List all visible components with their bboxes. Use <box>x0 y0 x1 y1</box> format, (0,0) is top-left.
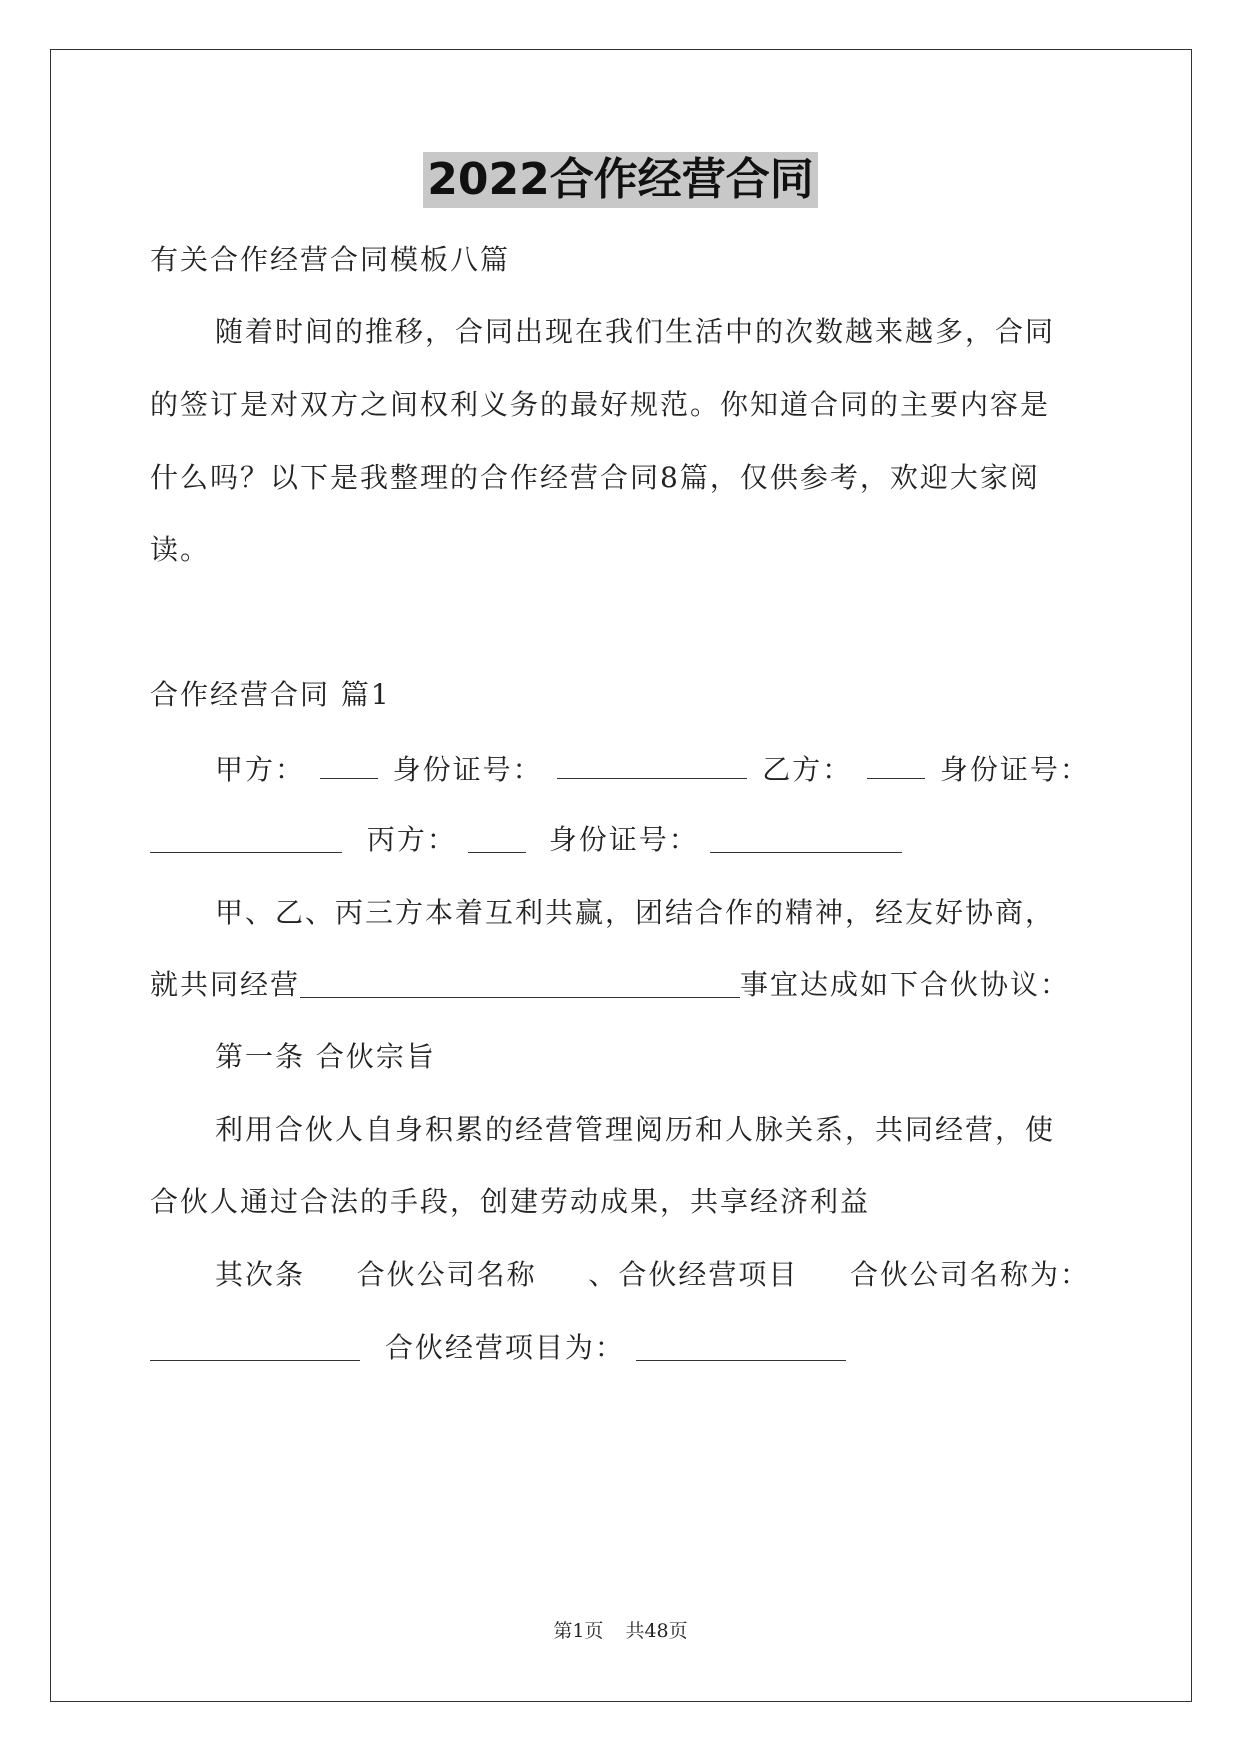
article2-part-2: 合伙公司名称 <box>356 1258 537 1291</box>
preamble-prefix: 就共同经营 <box>150 968 301 1001</box>
article2-part-4: 合伙公司名称为： <box>849 1258 1090 1291</box>
preamble-line-2 <box>150 965 1090 1005</box>
article1-line-1: 利用合伙人自身积累的经营管理阅历和人脉关系，共同经营，使 <box>215 1113 1056 1146</box>
article2-part-3: 、合伙经营项目 <box>588 1258 799 1291</box>
id-label-2: 身份证号： <box>939 753 1090 786</box>
id-label-3: 身份证号： <box>548 823 699 856</box>
page-border <box>50 49 1192 1702</box>
intro-line-1: 随着时间的推移，合同出现在我们生活中的次数越来越多，合同 <box>215 315 1056 348</box>
parties-line-2 <box>150 820 1090 860</box>
intro-line-3: 什么吗？以下是我整理的合作经营合同8篇，仅供参考，欢迎大家阅 <box>150 461 1040 494</box>
preamble-suffix: 事宜达成如下合伙协议： <box>740 968 1071 1001</box>
party-c-id-blank[interactable] <box>710 822 902 853</box>
party-b-label: 乙方： <box>762 753 853 786</box>
title-container <box>0 152 1241 208</box>
party-b-id-blank[interactable] <box>150 822 342 853</box>
article1-heading: 第一条 合伙宗旨 <box>215 1040 436 1073</box>
article2-line-2 <box>150 1328 1090 1368</box>
preamble-line-1: 甲、乙、丙三方本着互利共赢，团结合作的精神，经友好协商， <box>215 896 1056 929</box>
intro-line-2: 的签订是对双方之间权利义务的最好规范。你知道合同的主要内容是 <box>150 388 1051 421</box>
company-name-blank[interactable] <box>150 1330 360 1361</box>
document-title: 2022合作经营合同 <box>423 152 817 208</box>
page-footer <box>0 1618 1241 1644</box>
party-a-id-blank[interactable] <box>557 748 747 779</box>
intro-line-4: 读。 <box>150 533 211 566</box>
party-a-blank[interactable] <box>320 748 378 779</box>
project-label: 合伙经营项目为： <box>384 1331 625 1364</box>
party-b-blank[interactable] <box>867 748 925 779</box>
page-number: 第1页 <box>553 1620 604 1642</box>
id-label-1: 身份证号： <box>392 753 543 786</box>
article1-line-2: 合伙人通过合法的手段，创建劳动成果，共享经济利益 <box>150 1185 871 1218</box>
business-blank[interactable] <box>300 967 740 998</box>
subtitle: 有关合作经营合同模板八篇 <box>150 243 511 276</box>
project-blank[interactable] <box>636 1330 846 1361</box>
page-total: 共48页 <box>625 1620 688 1642</box>
article2-part-1: 其次条 <box>215 1258 306 1291</box>
party-c-blank[interactable] <box>468 822 526 853</box>
party-c-label: 丙方： <box>366 823 457 856</box>
parties-line-1 <box>215 748 1090 790</box>
article2-line-1 <box>215 1255 1090 1295</box>
party-a-label: 甲方： <box>215 753 306 786</box>
section-heading: 合作经营合同 篇1 <box>150 678 391 711</box>
